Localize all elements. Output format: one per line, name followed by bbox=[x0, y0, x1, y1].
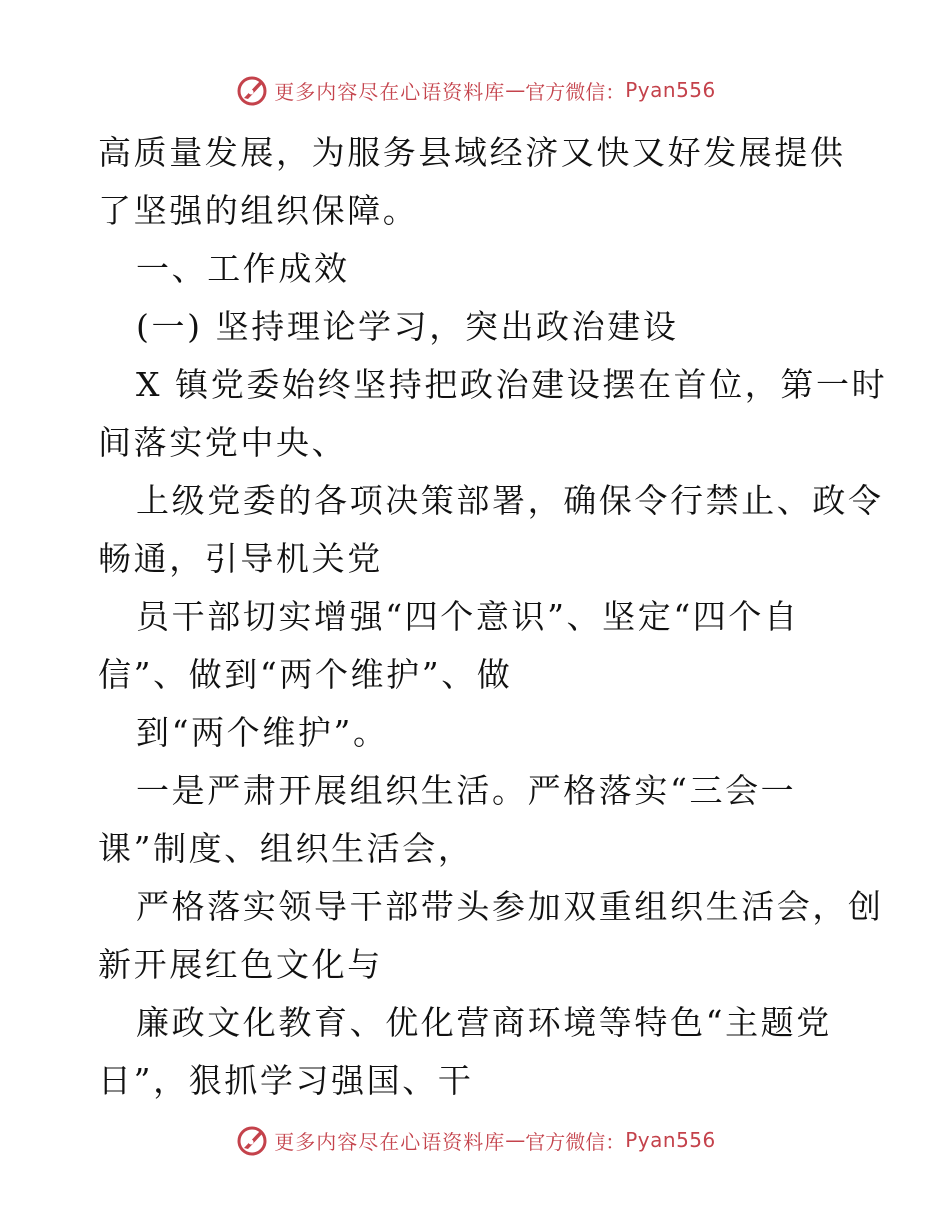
text-line: 畅通，引导机关党 bbox=[98, 539, 383, 578]
watermark-wechat-id: Pyan556 bbox=[625, 78, 716, 102]
text-line: 高质量发展，为服务县域经济又快又好发展提供 bbox=[98, 133, 846, 172]
header-watermark bbox=[0, 70, 950, 110]
quill-circle-icon bbox=[234, 1122, 270, 1158]
text-line: 一是严肃开展组织生活。严格落实“三会一 bbox=[136, 771, 797, 810]
text-line: 严格落实领导干部带头参加双重组织生活会，创 bbox=[136, 887, 884, 926]
section-heading: 一、工作成效 bbox=[136, 249, 350, 288]
watermark-wechat-label: 官方微信： bbox=[525, 79, 626, 104]
text-line: 到“两个维护”。 bbox=[136, 713, 389, 752]
watermark-main-text: 更多内容尽在心语资料库 bbox=[274, 1129, 506, 1154]
watermark-wechat-id: Pyan556 bbox=[625, 1128, 716, 1152]
watermark-wechat-label: 官方微信： bbox=[525, 1129, 626, 1154]
text-line: 上级党委的各项决策部署，确保令行禁止、政令 bbox=[136, 481, 884, 520]
text-line: 间落实党中央、 bbox=[98, 423, 348, 462]
text-line: 廉政文化教育、优化营商环境等特色“主题党 bbox=[136, 1003, 832, 1042]
text-line: 了坚强的组织保障。 bbox=[98, 191, 419, 230]
text-line: 员干部切实增强“四个意识”、坚定“四个自 bbox=[136, 597, 800, 636]
watermark-dash: — bbox=[505, 1128, 526, 1152]
watermark-main-text: 更多内容尽在心语资料库 bbox=[274, 79, 506, 104]
subsection-heading: (一) 坚持理论学习，突出政治建设 bbox=[136, 307, 679, 346]
text-line: 日”，狠抓学习强国、干 bbox=[98, 1061, 474, 1100]
watermark-dash: — bbox=[505, 78, 526, 102]
text-line: 课”制度、组织生活会， bbox=[98, 829, 474, 868]
text-line: 新开展红色文化与 bbox=[98, 945, 383, 984]
quill-circle-icon bbox=[234, 72, 270, 108]
text-line: X 镇党委始终坚持把政治建设摆在首位，第一时 bbox=[136, 365, 888, 404]
document-body bbox=[98, 124, 888, 1110]
footer-watermark bbox=[0, 1120, 950, 1160]
text-line: 信”、做到“两个维护”、做 bbox=[98, 655, 513, 694]
